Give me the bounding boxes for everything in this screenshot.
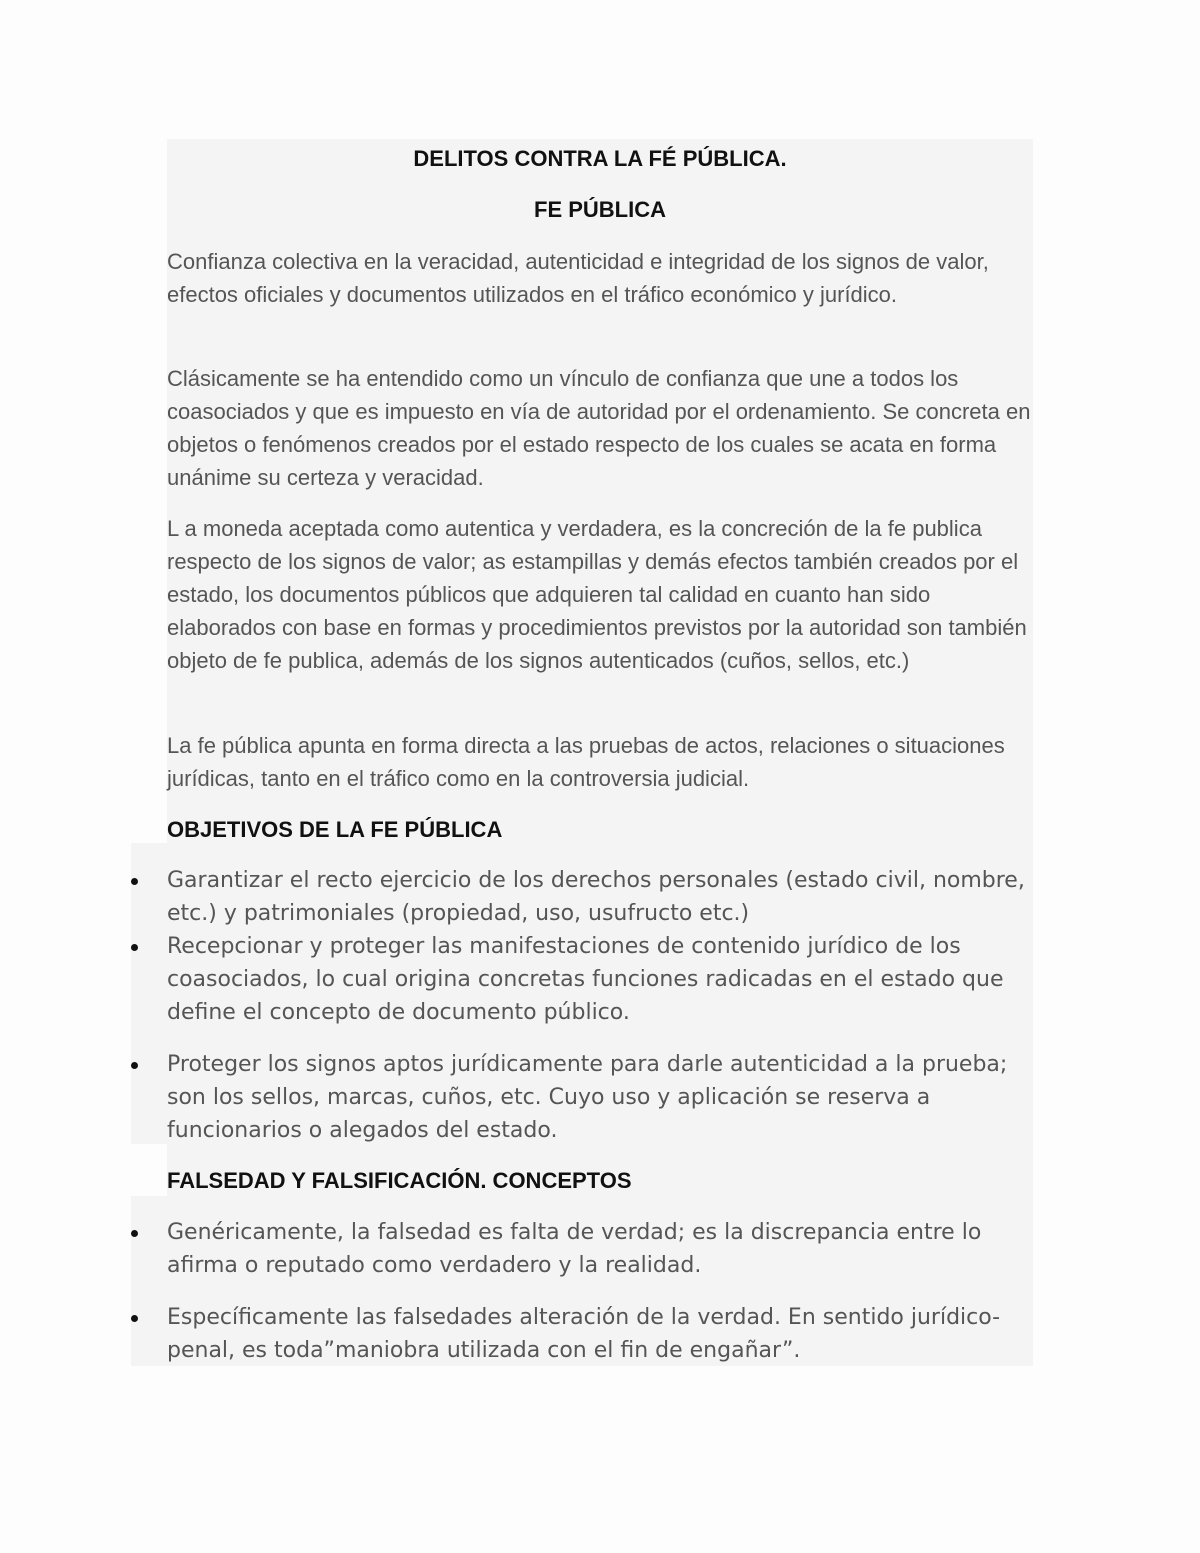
- list-item: [131, 864, 1033, 930]
- document-subtitle: FE PÚBLICA: [534, 197, 666, 222]
- bullet-icon: [131, 1062, 138, 1069]
- list-item: [131, 930, 1033, 1029]
- section-heading-falsity: FALSEDAD Y FALSIFICACIÓN. CONCEPTOS: [167, 1168, 632, 1193]
- list-item: [131, 1301, 1033, 1367]
- paragraph-currency: L a moneda aceptada como autentica y verdadera, es la concreción de la fe publica respecto de los signos de valor; as estampillas y demás efectos también creados por el estado, los documentos públicos que adquieren tal calidad en cuanto han sido elaborados con base en formas y procedimientos previstos por la autoridad son también objeto de fe publica, además de los signos autenticados (cuños, sellos, etc.): [167, 516, 1027, 673]
- list-item-text: Proteger los signos aptos jurídicamente para darle autenticidad a la prueba; son los sellos, marcas, cuños, etc. Cuyo uso y aplicación se reserva a funcionarios o alegados del estado.: [167, 1052, 1008, 1143]
- list-item-text: Recepcionar y proteger las manifestaciones de contenido jurídico de los coasociados, lo cual origina concretas funciones radicadas en el estado que define el concepto de documento público.: [167, 934, 1004, 1025]
- bullet-icon: [131, 944, 138, 951]
- falsity-list: [131, 1216, 1033, 1367]
- bullet-icon: [131, 1230, 138, 1237]
- paragraph-evidence: La fe pública apunta en forma directa a las pruebas de actos, relaciones o situaciones jurídicas, tanto en el tráfico como en la controversia judicial.: [167, 733, 1005, 791]
- section-heading-objectives: OBJETIVOS DE LA FE PÚBLICA: [167, 817, 503, 842]
- paragraph-definition: Confianza colectiva en la veracidad, autenticidad e integridad de los signos de valor, efectos oficiales y documentos utilizados en el tráfico económico y jurídico.: [167, 249, 989, 307]
- bullet-icon: [131, 1315, 138, 1322]
- list-item-text: Específicamente las falsedades alteración de la verdad. En sentido jurídico-penal, es toda”maniobra utilizada con el fin de engañar”.: [167, 1305, 1001, 1363]
- list-item: [131, 1216, 1033, 1282]
- list-item-text: Garantizar el recto ejercicio de los derechos personales (estado civil, nombre, etc.) y patrimoniales (propiedad, uso, usufructo etc.): [167, 868, 1025, 926]
- list-item: [131, 1048, 1033, 1147]
- list-item-text: Genéricamente, la falsedad es falta de verdad; es la discrepancia entre lo afirma o reputado como verdadero y la realidad.: [167, 1220, 982, 1278]
- paragraph-classical: Clásicamente se ha entendido como un vínculo de confianza que une a todos los coasociados y que es impuesto en vía de autoridad por el ordenamiento. Se concreta en objetos o fenómenos creados por el estado respecto de los cuales se acata en forma unánime su certeza y veracidad.: [167, 366, 1031, 490]
- bullet-icon: [131, 878, 138, 885]
- document-title: DELITOS CONTRA LA FÉ PÚBLICA.: [413, 146, 787, 171]
- objectives-list: [131, 864, 1033, 1147]
